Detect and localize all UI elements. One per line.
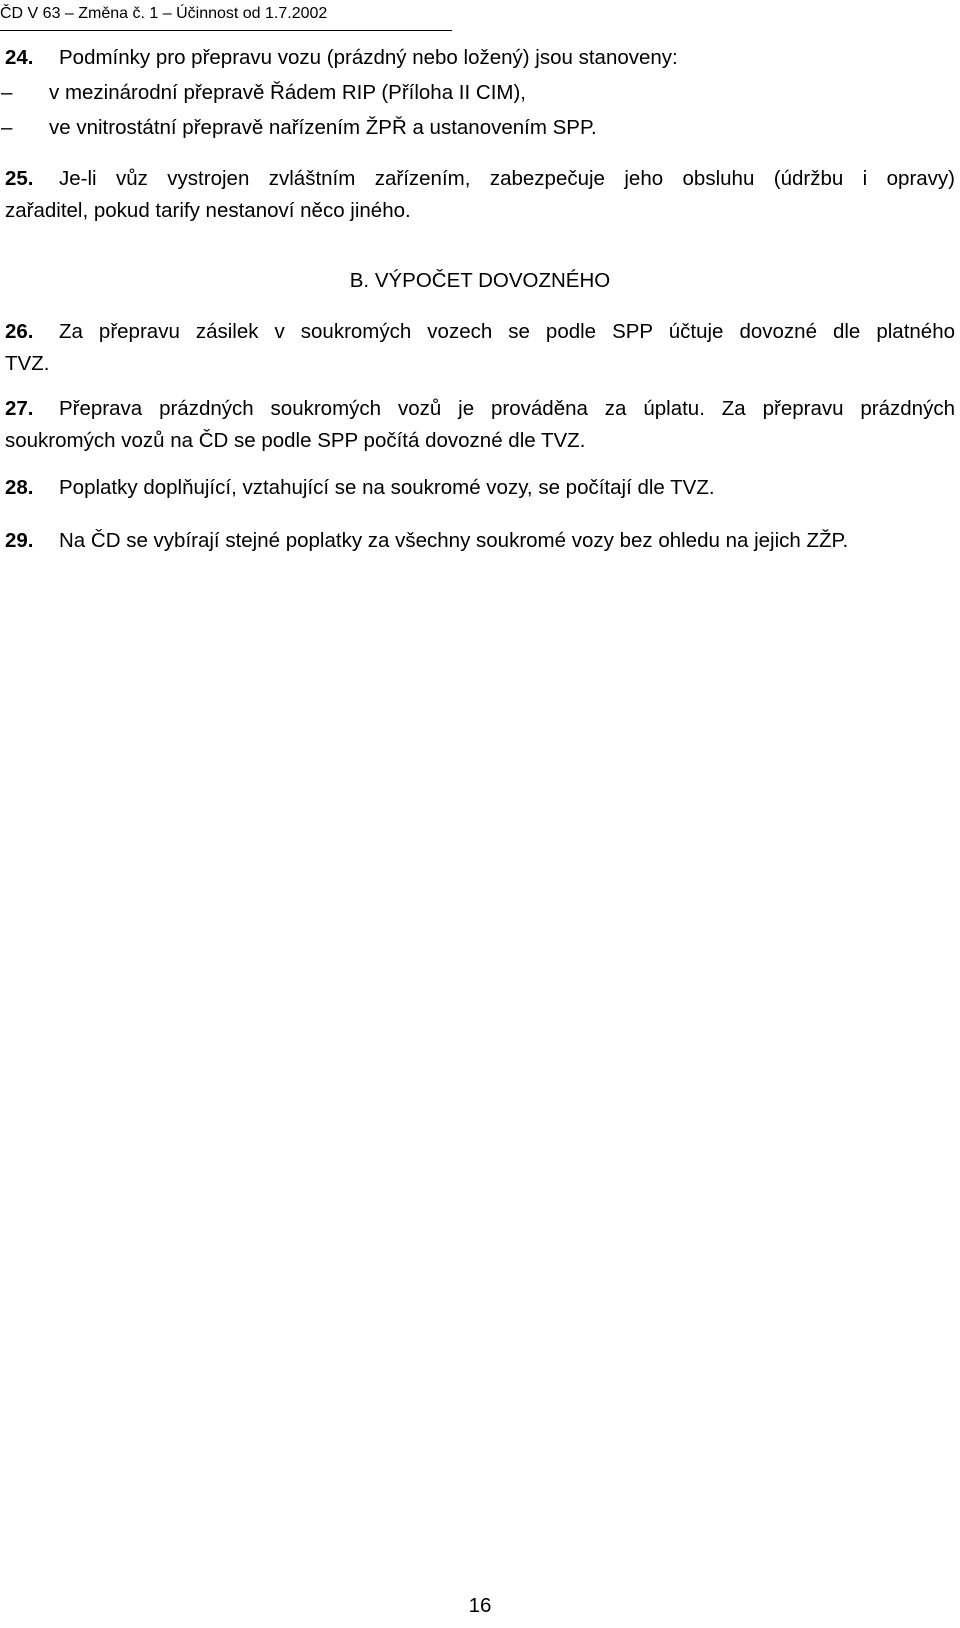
dash-marker: – [1,81,13,104]
paragraph-27 [5,393,955,457]
paragraph-number: 29. [5,529,34,552]
paragraph-text-line-1: Přeprava prázdných soukromých vozů je prováděna za úplatu. Za přepravu prázdných [59,397,955,420]
page-header [0,4,452,31]
paragraph-29 [5,525,955,557]
paragraph-text: Na ČD se vybírají stejné poplatky za všechny soukromé vozy bez ohledu na jejich ZŽP. [59,529,849,552]
paragraph-28 [5,472,955,504]
header-text: ČD V 63 – Změna č. 1 – Účinnost od 1.7.2002 [0,5,328,22]
paragraph-25 [5,163,955,227]
page-number-text: 16 [468,1594,492,1617]
paragraph-number: 27. [5,397,34,420]
paragraph-text-line-2: zařaditel, pokud tarify nestanoví něco jiného. [5,199,411,222]
paragraph-text-line-1: Za přepravu zásilek v soukromých vozech se podle SPP účtuje dovozné dle platného [59,320,955,343]
page-number [0,1594,960,1618]
section-heading [0,265,960,297]
paragraph-text-line-2: TVZ. [5,352,50,375]
paragraph-24 [5,42,955,74]
list-item [0,112,950,144]
section-heading-text: B. VÝPOČET DOVOZNÉHO [349,269,611,292]
paragraph-number: 26. [5,320,34,343]
paragraph-26 [5,316,955,380]
paragraph-number: 28. [5,476,34,499]
dash-marker: – [1,116,13,139]
paragraph-text: Podmínky pro přepravu vozu (prázdný nebo ložený) jsou stanoveny: [59,46,678,69]
paragraph-text-line-1: Je-li vůz vystrojen zvláštním zařízením, zabezpečuje jeho obsluhu (údržbu i opravy) [59,167,955,190]
paragraph-text: Poplatky doplňující, vztahující se na soukromé vozy, se počítají dle TVZ. [59,476,715,499]
list-item [0,77,950,109]
paragraph-number: 25. [5,167,34,190]
paragraph-number: 24. [5,46,34,69]
list-item-text: v mezinárodní přepravě Řádem RIP (Příloha II CIM), [49,81,526,104]
paragraph-text-line-2: soukromých vozů na ČD se podle SPP počítá dovozné dle TVZ. [5,429,586,452]
list-item-text: ve vnitrostátní přepravě nařízením ŽPŘ a ustanovením SPP. [49,116,597,139]
